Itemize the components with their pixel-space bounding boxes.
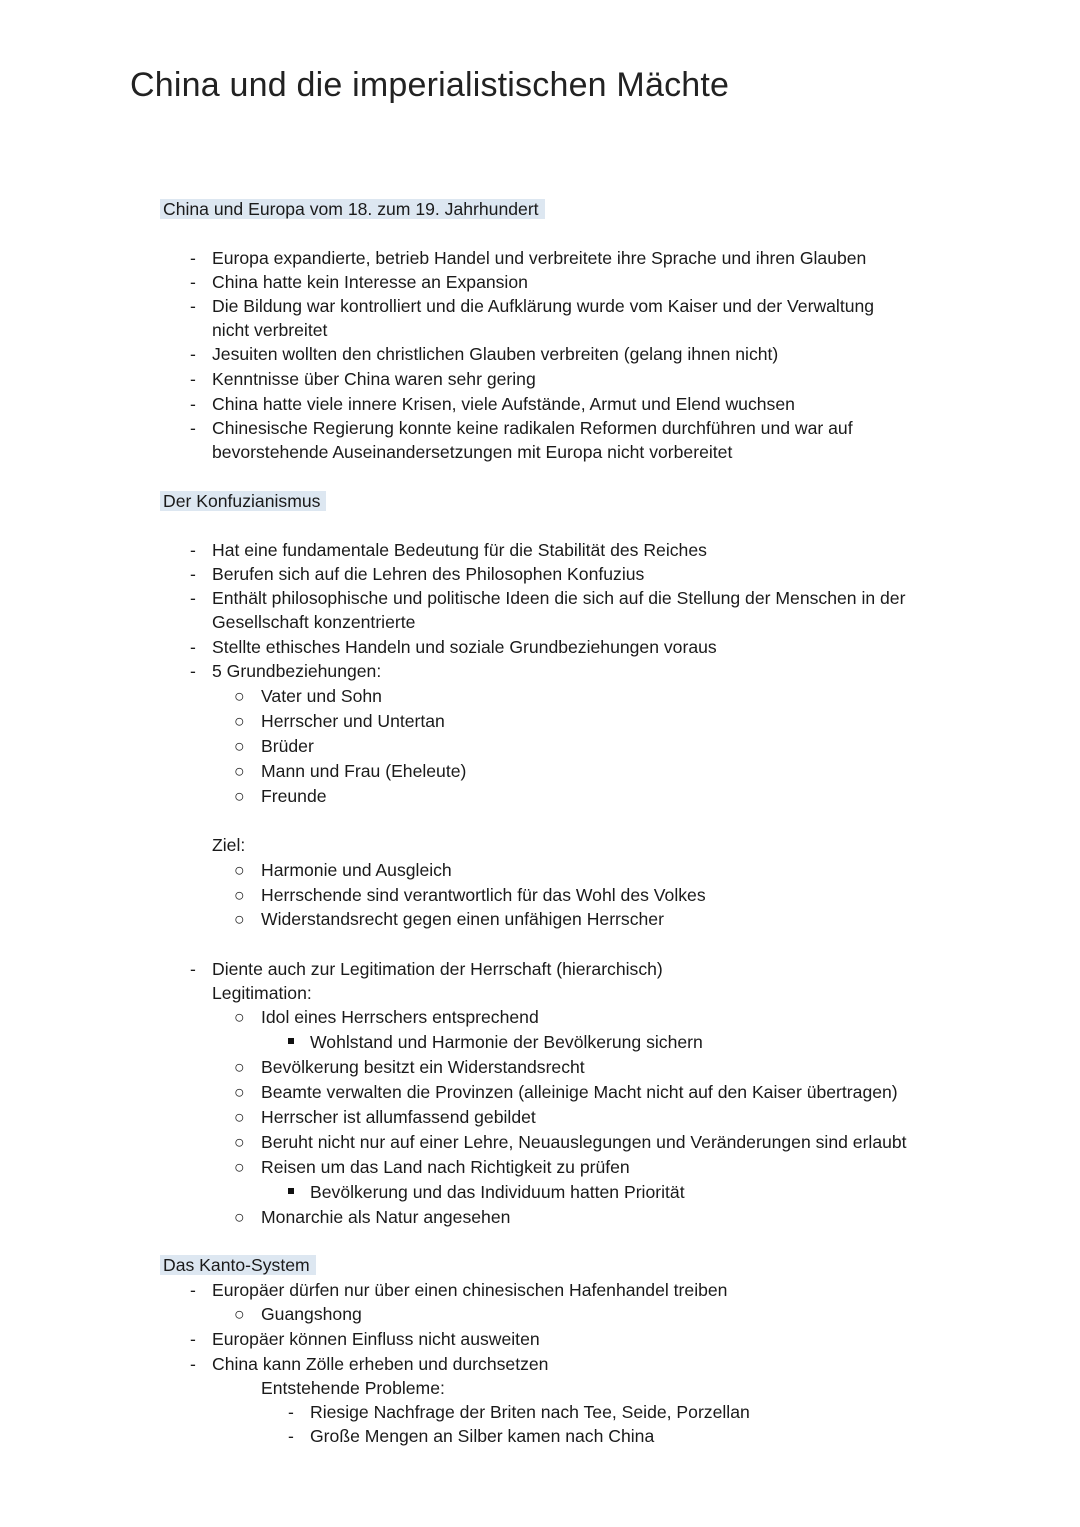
sub-list-item: Herrscher ist allumfassend gebildet xyxy=(261,1107,536,1127)
list-item: Berufen sich auf die Lehren des Philosophen Konfuzius xyxy=(212,564,645,584)
dash-bullet: - xyxy=(190,296,196,316)
dash-bullet: - xyxy=(190,248,196,268)
sub-list-item: Brüder xyxy=(261,736,314,756)
page-title: China und die imperialistischen Mächte xyxy=(130,66,730,104)
sub-list-item: Herrscher und Untertan xyxy=(261,711,445,731)
dash-bullet: - xyxy=(190,418,196,438)
section-heading: China und Europa vom 18. zum 19. Jahrhundert xyxy=(160,197,545,221)
list-item: Hat eine fundamentale Bedeutung für die Stabilität des Reiches xyxy=(212,540,707,560)
sub-list-item: Beamte verwalten die Provinzen (alleinige Macht nicht auf den Kaiser übertragen) xyxy=(261,1082,898,1102)
sub-sub-list-item: Bevölkerung und das Individuum hatten Priorität xyxy=(310,1182,685,1202)
square-bullet xyxy=(288,1188,294,1194)
dash-bullet: - xyxy=(190,369,196,389)
sub-list-item: Idol eines Herrschers entsprechend xyxy=(261,1007,539,1027)
legitimation-label: Legitimation: xyxy=(212,983,312,1003)
circle-bullet: ○ xyxy=(234,860,245,880)
section-heading: Das Kanto-System xyxy=(160,1253,316,1277)
dash-bullet: - xyxy=(190,272,196,292)
dash-bullet: - xyxy=(288,1402,294,1422)
dash-bullet: - xyxy=(190,1280,196,1300)
list-item: Enthält philosophische und politische Ideen die sich auf die Stellung der Menschen in der xyxy=(212,588,906,608)
sub-list-item: Beruht nicht nur auf einer Lehre, Neuauslegungen und Veränderungen sind erlaubt xyxy=(261,1132,907,1152)
circle-bullet: ○ xyxy=(234,1057,245,1077)
dash-bullet: - xyxy=(190,959,196,979)
circle-bullet: ○ xyxy=(234,909,245,929)
sub-list-item: Harmonie und Ausgleich xyxy=(261,860,452,880)
circle-bullet: ○ xyxy=(234,1082,245,1102)
dash-bullet: - xyxy=(288,1426,294,1446)
sub-sub-list-item: Wohlstand und Harmonie der Bevölkerung sichern xyxy=(310,1032,703,1052)
problems-label: Entstehende Probleme: xyxy=(261,1378,445,1398)
list-item: Kenntnisse über China waren sehr gering xyxy=(212,369,536,389)
dash-bullet: - xyxy=(190,637,196,657)
dash-bullet: - xyxy=(190,661,196,681)
list-item: China hatte viele innere Krisen, viele Aufstände, Armut und Elend wuchsen xyxy=(212,394,795,414)
dash-bullet: - xyxy=(190,1329,196,1349)
circle-bullet: ○ xyxy=(234,786,245,806)
sub-list-item: Herrschende sind verantwortlich für das Wohl des Volkes xyxy=(261,885,706,905)
list-item: China kann Zölle erheben und durchsetzen xyxy=(212,1354,549,1374)
circle-bullet: ○ xyxy=(234,1304,245,1324)
list-item-continuation: Gesellschaft konzentrierte xyxy=(212,612,416,632)
list-item: Europäer können Einfluss nicht ausweiten xyxy=(212,1329,540,1349)
dash-bullet: - xyxy=(190,540,196,560)
dash-bullet: - xyxy=(190,1354,196,1374)
sub-list-item: Große Mengen an Silber kamen nach China xyxy=(310,1426,655,1446)
list-item: 5 Grundbeziehungen: xyxy=(212,661,382,681)
circle-bullet: ○ xyxy=(234,1207,245,1227)
list-item: Jesuiten wollten den christlichen Glauben verbreiten (gelang ihnen nicht) xyxy=(212,344,779,364)
circle-bullet: ○ xyxy=(234,761,245,781)
sub-list-item: Guangshong xyxy=(261,1304,362,1324)
sub-list-item: Bevölkerung besitzt ein Widerstandsrecht xyxy=(261,1057,585,1077)
circle-bullet: ○ xyxy=(234,1132,245,1152)
list-item: China hatte kein Interesse an Expansion xyxy=(212,272,528,292)
sub-list-item: Reisen um das Land nach Richtigkeit zu prüfen xyxy=(261,1157,630,1177)
circle-bullet: ○ xyxy=(234,711,245,731)
list-item: Die Bildung war kontrolliert und die Aufklärung wurde vom Kaiser und der Verwaltung xyxy=(212,296,875,316)
dash-bullet: - xyxy=(190,344,196,364)
list-item: Europäer dürfen nur über einen chinesischen Hafenhandel treiben xyxy=(212,1280,728,1300)
sub-list-item: Freunde xyxy=(261,786,327,806)
sub-list-item: Mann und Frau (Eheleute) xyxy=(261,761,467,781)
circle-bullet: ○ xyxy=(234,1007,245,1027)
dash-bullet: - xyxy=(190,588,196,608)
list-item-continuation: nicht verbreitet xyxy=(212,320,328,340)
circle-bullet: ○ xyxy=(234,1107,245,1127)
circle-bullet: ○ xyxy=(234,686,245,706)
list-item: Stellte ethisches Handeln und soziale Grundbeziehungen voraus xyxy=(212,637,717,657)
circle-bullet: ○ xyxy=(234,885,245,905)
dash-bullet: - xyxy=(190,394,196,414)
sub-list-item: Vater und Sohn xyxy=(261,686,382,706)
circle-bullet: ○ xyxy=(234,1157,245,1177)
section-heading: Der Konfuzianismus xyxy=(160,489,326,513)
list-item-continuation: bevorstehende Auseinandersetzungen mit Europa nicht vorbereitet xyxy=(212,442,733,462)
list-item: Chinesische Regierung konnte keine radikalen Reformen durchführen und war auf xyxy=(212,418,853,438)
list-item: Europa expandierte, betrieb Handel und verbreitete ihre Sprache und ihren Glauben xyxy=(212,248,867,268)
dash-bullet: - xyxy=(190,564,196,584)
list-item: Diente auch zur Legitimation der Herrschaft (hierarchisch) xyxy=(212,959,663,979)
sub-list-item: Monarchie als Natur angesehen xyxy=(261,1207,511,1227)
sub-list-item: Riesige Nachfrage der Briten nach Tee, Seide, Porzellan xyxy=(310,1402,750,1422)
ziel-label: Ziel: xyxy=(212,835,246,855)
square-bullet xyxy=(288,1038,294,1044)
sub-list-item: Widerstandsrecht gegen einen unfähigen Herrscher xyxy=(261,909,664,929)
circle-bullet: ○ xyxy=(234,736,245,756)
